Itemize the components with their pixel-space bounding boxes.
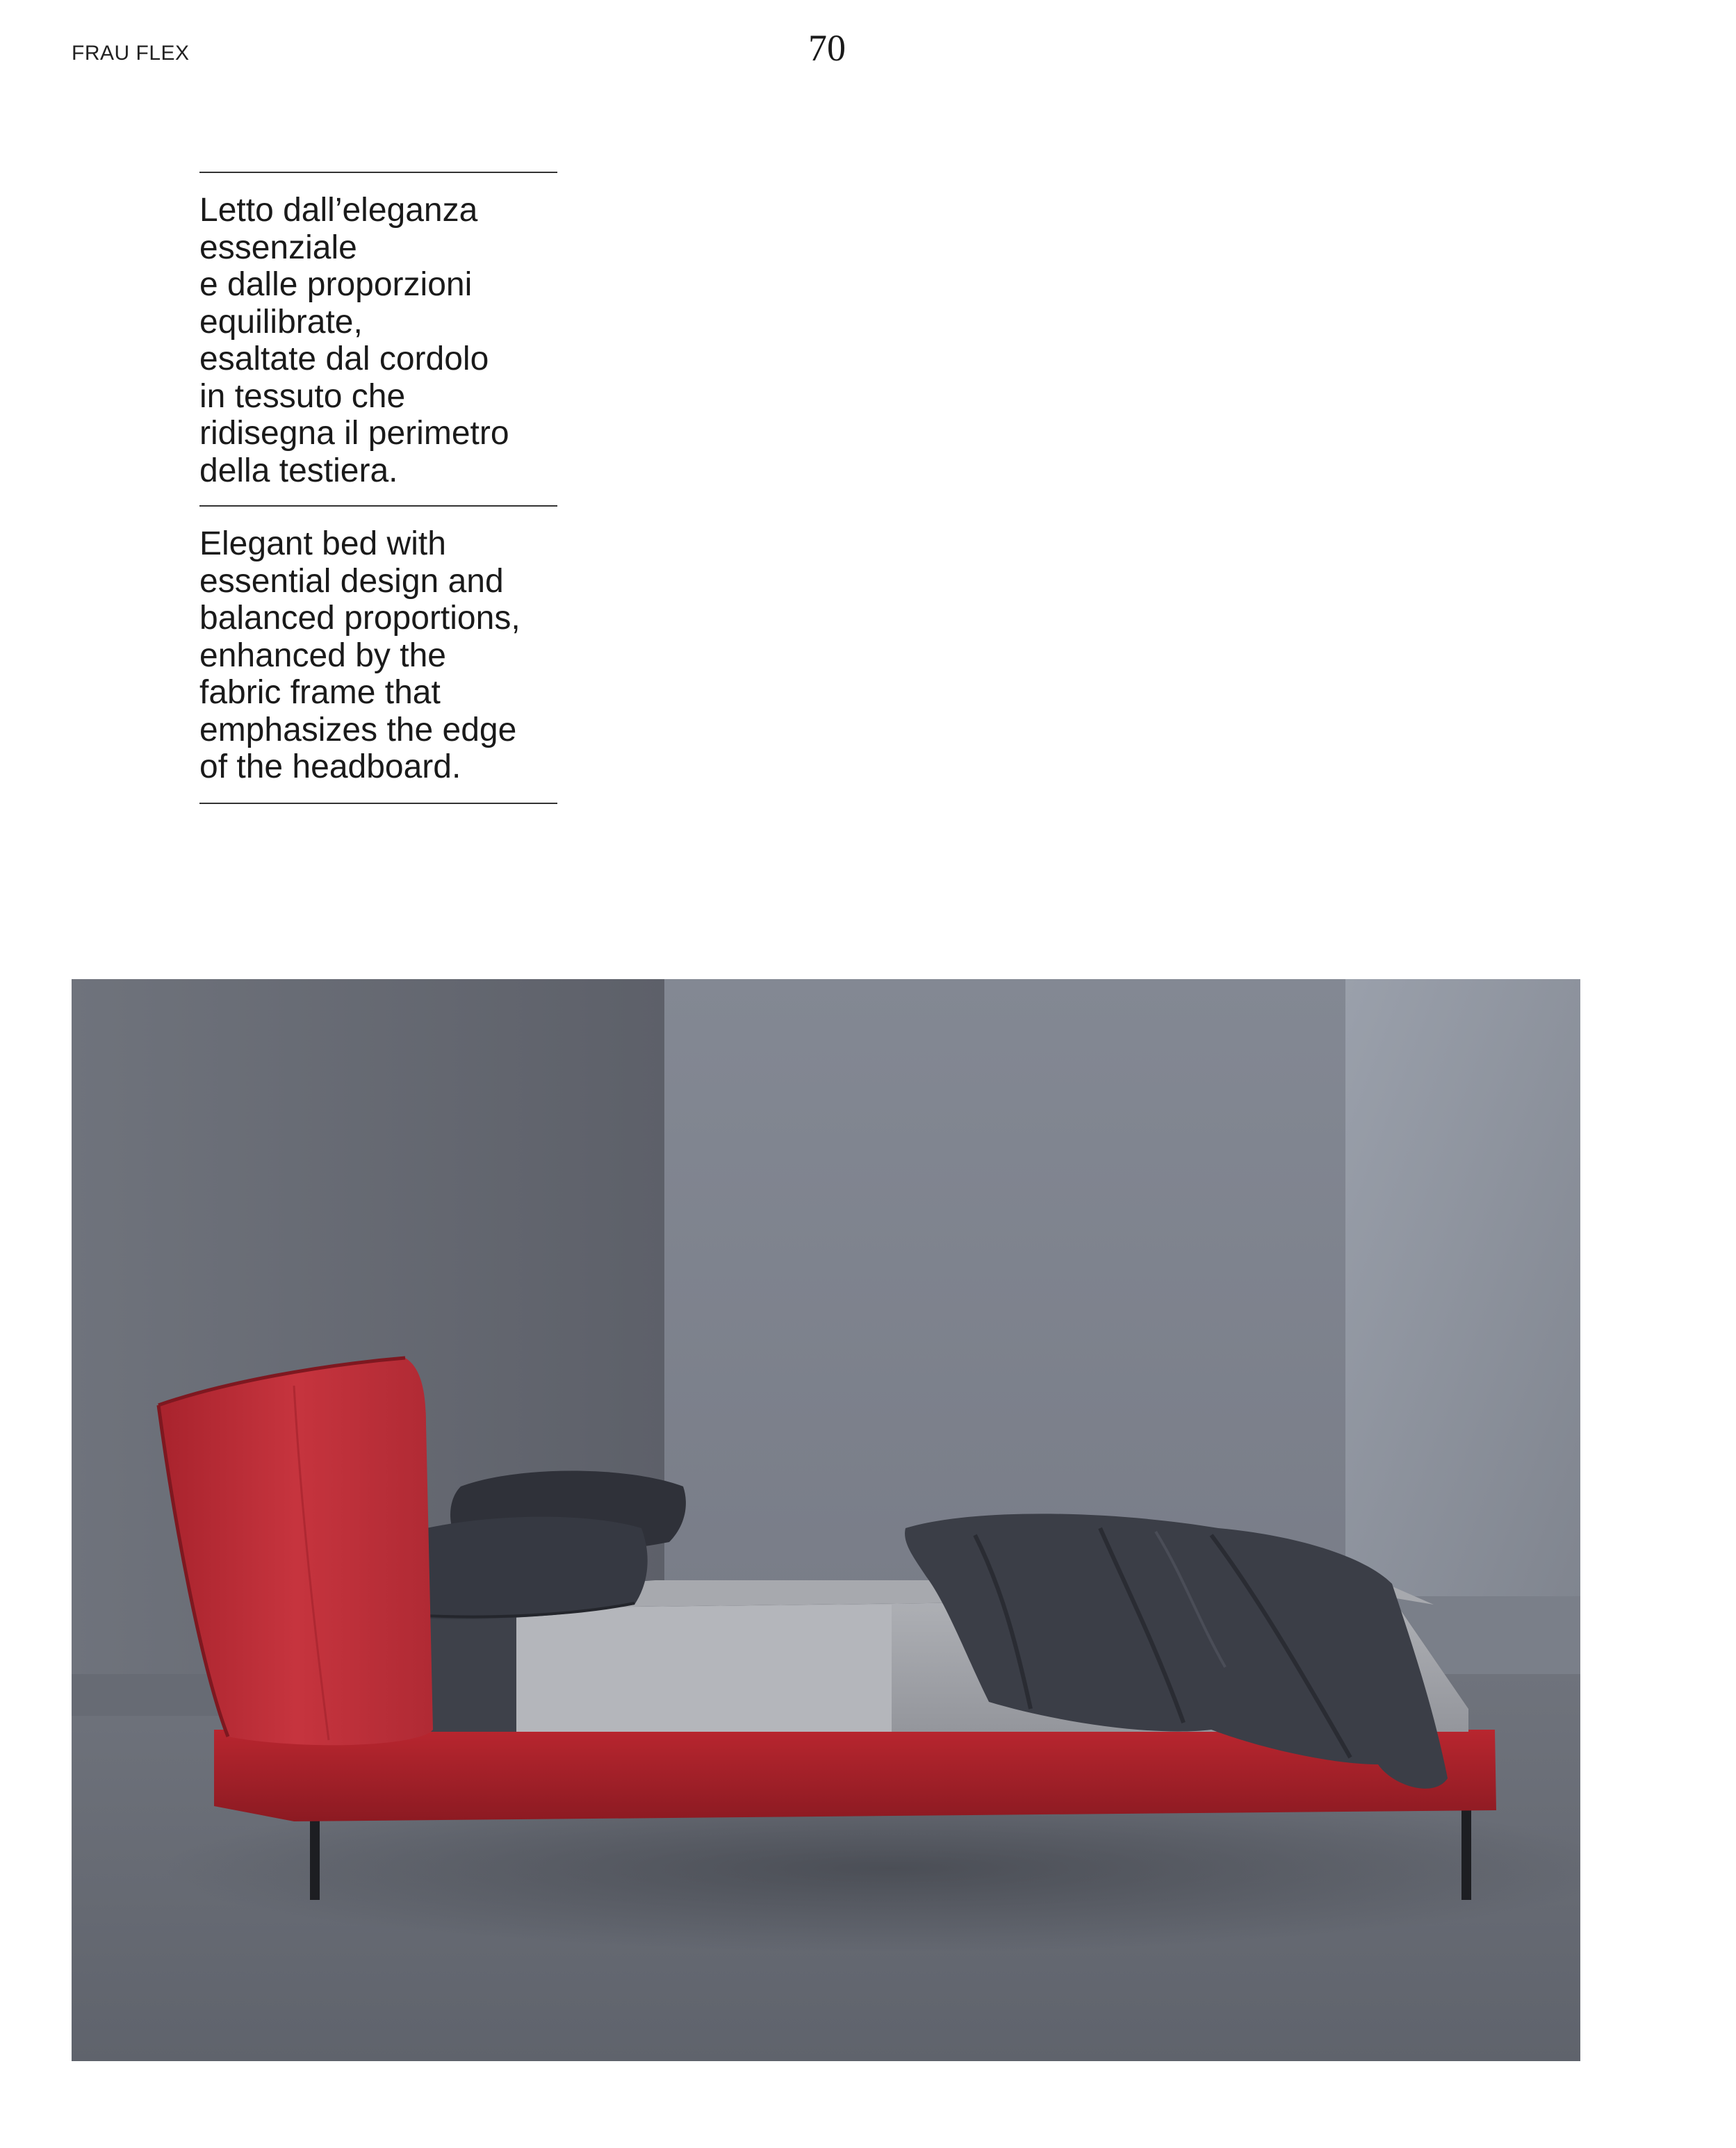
bed-leg-right xyxy=(1461,1810,1471,1900)
divider-bottom xyxy=(199,803,557,804)
description-column xyxy=(199,172,557,804)
english-description: Elegant bed with essential design and balanced proportions, enhanced by the fabric frame that emphasizes the edge of the headboard. xyxy=(199,525,521,785)
product-photo xyxy=(72,979,1580,2061)
wall-right xyxy=(1345,979,1580,1596)
italian-description: Letto dall’eleganza essenziale e dalle proporzioni equilibrate, esaltate dal cordolo in tessuto che ridisegna il perimetro della testiera. xyxy=(199,192,509,489)
page-number: 70 xyxy=(808,27,846,69)
bed-leg-left xyxy=(310,1810,320,1900)
running-head: FRAU FLEX xyxy=(72,42,190,65)
